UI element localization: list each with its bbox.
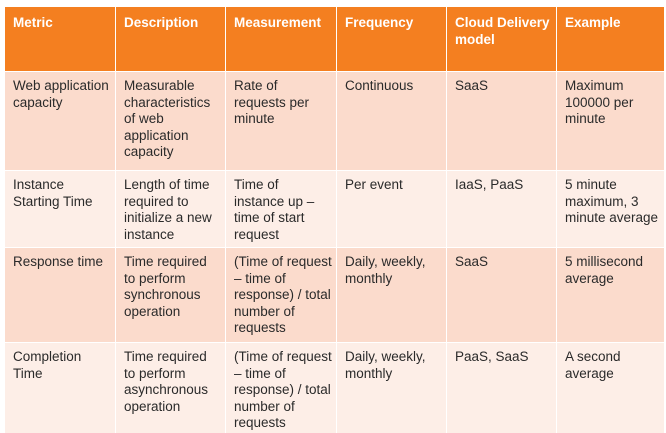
cell-cloud-delivery-model: PaaS, SaaS (447, 343, 557, 433)
cell-example: 5 minute maximum, 3 minute average (557, 171, 665, 248)
header-example: Example (557, 7, 665, 72)
cell-metric: Instance Starting Time (5, 171, 116, 248)
cell-frequency: Continuous (337, 72, 447, 171)
cell-frequency: Daily, weekly, monthly (337, 343, 447, 433)
cell-description: Measurable characteristics of web application capacity (116, 72, 226, 171)
cell-metric: Web application capacity (5, 72, 116, 171)
cell-frequency: Daily, weekly, monthly (337, 248, 447, 343)
cell-cloud-delivery-model: SaaS (447, 248, 557, 343)
cell-description: Time required to perform synchronous operation (116, 248, 226, 343)
table-header-row (5, 7, 665, 72)
cell-example: 5 millisecond average (557, 248, 665, 343)
cell-cloud-delivery-model: SaaS (447, 72, 557, 171)
header-metric: Metric (5, 7, 116, 72)
cell-measurement: (Time of request – time of response) / total number of requests (226, 343, 337, 433)
cell-example: A second average (557, 343, 665, 433)
cell-cloud-delivery-model: IaaS, PaaS (447, 171, 557, 248)
cell-frequency: Per event (337, 171, 447, 248)
table-row (5, 171, 665, 248)
header-frequency: Frequency (337, 7, 447, 72)
cell-description: Length of time required to initialize a new instance (116, 171, 226, 248)
cell-measurement: Rate of requests per minute (226, 72, 337, 171)
header-cloud-delivery-model: Cloud Delivery model (447, 7, 557, 72)
table-row (5, 72, 665, 171)
header-description: Description (116, 7, 226, 72)
cell-example: Maximum 100000 per minute (557, 72, 665, 171)
cell-measurement: (Time of request – time of response) / total number of requests (226, 248, 337, 343)
metrics-table (4, 6, 665, 433)
cell-measurement: Time of instance up – time of start request (226, 171, 337, 248)
cell-metric: Response time (5, 248, 116, 343)
metrics-table-container (4, 6, 664, 430)
cell-description: Time required to perform asynchronous operation (116, 343, 226, 433)
table-row (5, 248, 665, 343)
header-measurement: Measurement (226, 7, 337, 72)
table-row (5, 343, 665, 433)
cell-metric: Completion Time (5, 343, 116, 433)
